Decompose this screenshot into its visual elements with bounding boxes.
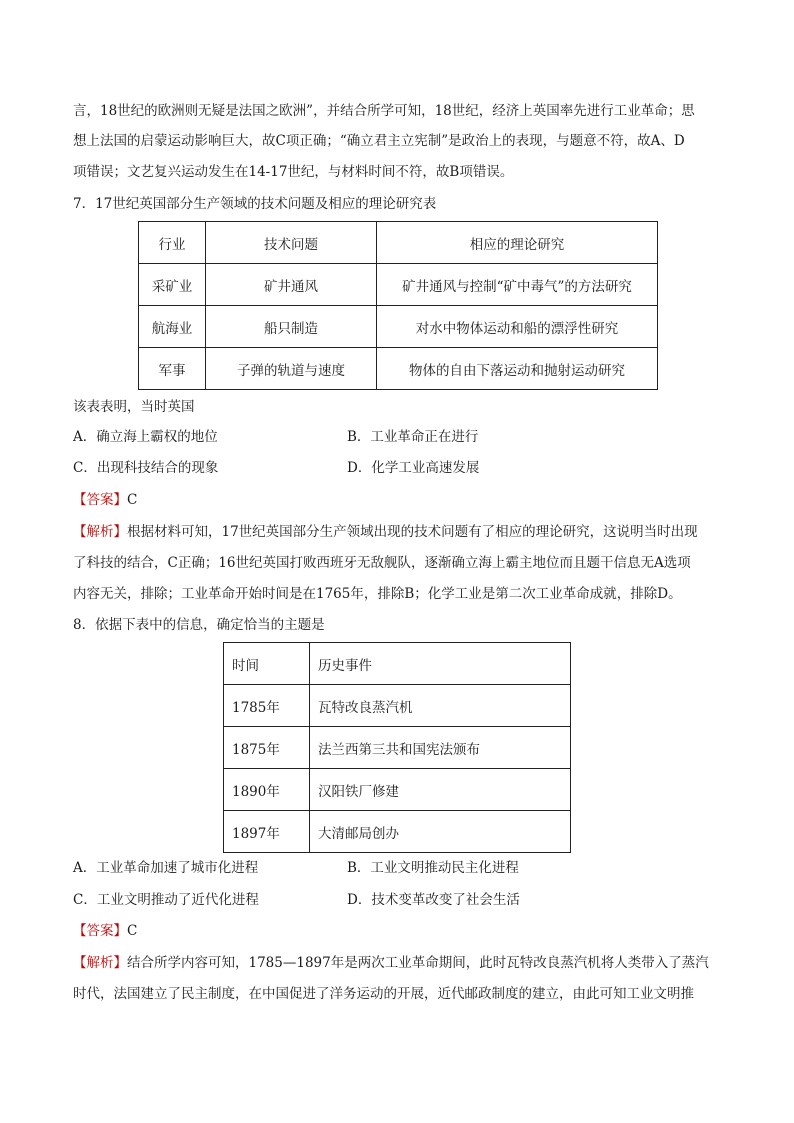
table-cell: 航海业 <box>139 306 206 348</box>
q7-analysis-line-2: 了科技的结合，C正确；16世纪英国打败西班牙无敌舰队，逐渐确立海上霸主地位而且题干信息无A选项 <box>73 555 691 571</box>
answer-label: 【答案】 <box>73 492 127 508</box>
table-cell: 船只制造 <box>206 306 377 348</box>
q7-table <box>138 221 658 390</box>
table-cell: 瓦特改良蒸汽机 <box>310 685 571 727</box>
q7-option-b: B．工业革命正在进行 <box>347 429 479 445</box>
analysis-label: 【解析】 <box>73 955 127 971</box>
table-cell: 采矿业 <box>139 264 206 306</box>
answer-value: C <box>127 492 138 508</box>
answer-label: 【答案】 <box>73 923 127 939</box>
q8-analysis-line-1 <box>73 953 723 973</box>
table-cell: 子弹的轨道与速度 <box>206 348 377 390</box>
table-header-cell: 历史事件 <box>310 643 571 685</box>
table-cell: 法兰西第三共和国宪法颁布 <box>310 727 571 769</box>
q8-table <box>223 642 571 853</box>
analysis-text: 结合所学内容可知，1785—1897年是两次工业革命期间，此时瓦特改良蒸汽机将人类带入了蒸汽 <box>127 955 709 971</box>
table-header-cell: 时间 <box>224 643 310 685</box>
table-row <box>139 306 658 348</box>
q7-option-a: A．确立海上霸权的地位 <box>73 429 218 445</box>
table-row <box>224 727 571 769</box>
table-header-cell: 行业 <box>139 222 206 264</box>
intro-line-2: 想上法国的启蒙运动影响巨大，故C项正确；“确立君主立宪制”是政治上的表现，与题意不符，故A、D <box>73 133 685 149</box>
q8-title: 8．依据下表中的信息，确定恰当的主题是 <box>73 617 325 633</box>
q7-analysis-line-3: 内容无关，排除；工业革命开始时间是在1765年，排除B；化学工业是第二次工业革命成就，排除D。 <box>73 586 682 602</box>
table-row <box>224 685 571 727</box>
table-header-cell: 相应的理论研究 <box>377 222 658 264</box>
table-row <box>139 264 658 306</box>
q7-option-d: D．化学工业高速发展 <box>347 460 480 476</box>
analysis-text: 根据材料可知，17世纪英国部分生产领域出现的技术问题有了相应的理论研究，这说明当时出现 <box>127 524 698 540</box>
q8-option-c: C．工业文明推动了近代化进程 <box>73 892 259 908</box>
table-cell: 军事 <box>139 348 206 390</box>
q7-title: 7．17世纪英国部分生产领域的技术问题及相应的理论研究表 <box>73 196 437 212</box>
answer-value: C <box>127 923 138 939</box>
q7-stem: 该表表明，当时英国 <box>73 399 195 415</box>
q7-answer <box>73 490 723 510</box>
table-header-row <box>139 222 658 264</box>
q8-option-a: A．工业革命加速了城市化进程 <box>73 860 259 876</box>
q8-answer <box>73 921 723 941</box>
intro-line-3: 项错误；文艺复兴运动发生在14-17世纪，与材料时间不符，故B项错误。 <box>73 164 514 180</box>
table-cell: 汉阳铁厂修建 <box>310 769 571 811</box>
table-cell: 矿井通风与控制“矿中毒气”的方法研究 <box>377 264 658 306</box>
table-row <box>224 811 571 853</box>
table-cell: 1897年 <box>224 811 310 853</box>
table-header-cell: 技术问题 <box>206 222 377 264</box>
table-cell: 对水中物体运动和船的漂浮性研究 <box>377 306 658 348</box>
table-row <box>224 769 571 811</box>
table-cell: 矿井通风 <box>206 264 377 306</box>
table-cell: 1785年 <box>224 685 310 727</box>
table-cell: 1890年 <box>224 769 310 811</box>
table-cell: 大清邮局创办 <box>310 811 571 853</box>
q8-analysis-line-2: 时代，法国建立了民主制度，在中国促进了洋务运动的开展，近代邮政制度的建立，由此可知工业文明推 <box>73 986 694 1002</box>
analysis-label: 【解析】 <box>73 524 127 540</box>
table-row <box>139 348 658 390</box>
q7-option-c: C．出现科技结合的现象 <box>73 460 219 476</box>
q7-analysis-line-1 <box>73 522 723 542</box>
intro-line-1: 言，18世纪的欧洲则无疑是法国之欧洲”，并结合所学可知，18世纪，经济上英国率先进行工业革命；思 <box>73 103 695 119</box>
q8-option-b: B．工业文明推动民主化进程 <box>347 860 519 876</box>
table-cell: 1875年 <box>224 727 310 769</box>
table-header-row <box>224 643 571 685</box>
table-cell: 物体的自由下落运动和抛射运动研究 <box>377 348 658 390</box>
q8-option-d: D．技术变革改变了社会生活 <box>347 892 520 908</box>
